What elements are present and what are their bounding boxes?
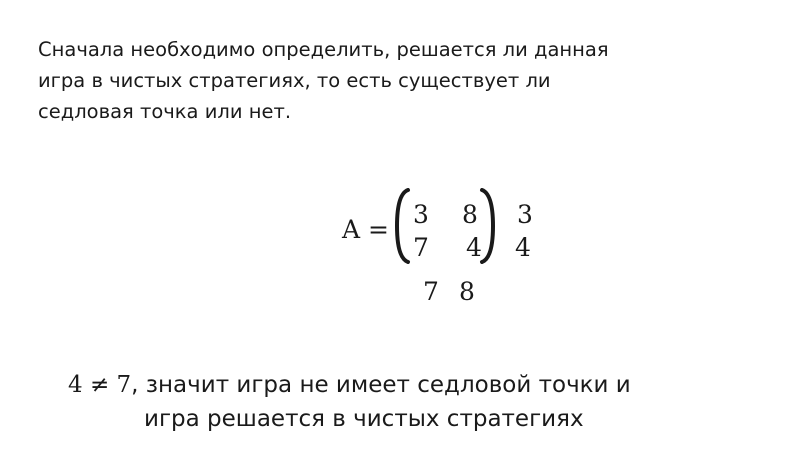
row-minimum-2: 4 — [515, 233, 531, 262]
matrix-left-bracket — [392, 188, 412, 264]
column-maximum-2: 8 — [459, 277, 475, 306]
matrix-cell-1-1: 3 — [413, 200, 429, 229]
intro-line-3: седловая точка или нет. — [38, 100, 292, 123]
matrix-cell-2-1: 7 — [413, 233, 429, 262]
conclusion-paragraph — [0, 368, 800, 436]
row-minimum-1: 3 — [517, 200, 533, 229]
conclusion-line-1 — [0, 368, 800, 402]
matrix-cell-2-2: 4 — [466, 233, 482, 262]
conclusion-line-2: игра решается в чистых стратегиях — [144, 406, 584, 432]
conclusion-line-1-text: , значит игра не имеет седловой точки и — [131, 372, 631, 398]
column-maximum-1: 7 — [423, 277, 439, 306]
matrix-label: A = — [342, 215, 389, 244]
matrix-cell-1-2: 8 — [462, 200, 478, 229]
inequality-expression: 4 ≠ 7 — [68, 372, 132, 398]
intro-line-1: Сначала необходимо определить, решается ли данная — [38, 38, 609, 61]
intro-line-2: игра в чистых стратегиях, то есть существует ли — [38, 69, 551, 92]
